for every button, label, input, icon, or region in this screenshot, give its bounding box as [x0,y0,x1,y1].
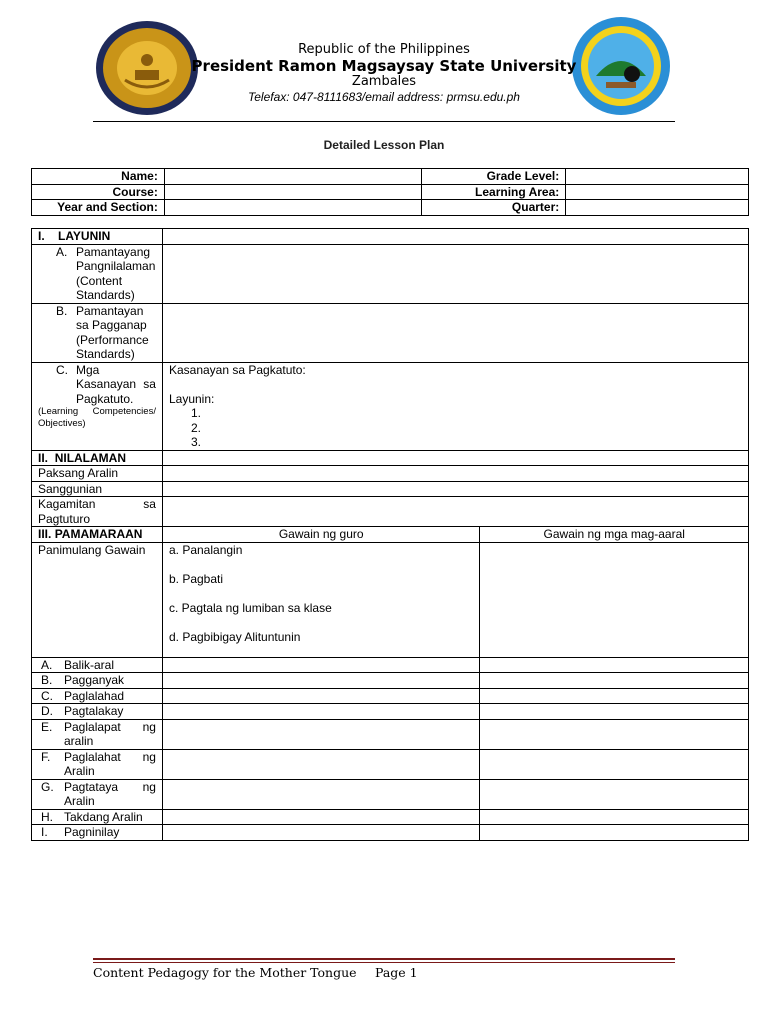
header-divider [93,121,675,122]
campus-name: Zambales [351,74,417,89]
table-row [32,825,749,841]
table-row [32,169,749,185]
step-label: C. Paglalahad [32,688,163,704]
table-row [32,809,749,825]
quarter-label: Quarter: [422,200,566,216]
performance-standards-cell[interactable] [162,303,748,362]
learning-area-field[interactable] [566,184,749,200]
paksang-aralin-cell[interactable] [162,466,748,482]
table-row [32,229,749,245]
step-guro-cell[interactable] [162,749,479,779]
table-row [32,450,749,466]
step-guro-cell[interactable] [162,673,479,689]
step-magaaral-cell[interactable] [480,749,749,779]
step-magaaral-cell[interactable] [480,704,749,720]
table-row [32,673,749,689]
step-magaaral-cell[interactable] [480,719,749,749]
step-label: D. Pagtalakay [32,704,163,720]
table-row [32,688,749,704]
table-row [32,497,749,527]
competencies-label: C. Mga Kasanayan sa Pagkatuto. (Learning Competencies/ Objectives) [32,362,163,450]
table-row [32,244,749,303]
footer-divider [93,958,675,960]
table-row [32,542,749,657]
step-magaaral-cell[interactable] [480,779,749,809]
table-row [32,657,749,673]
step-magaaral-cell[interactable] [480,809,749,825]
paksang-aralin-label: Paksang Aralin [32,466,163,482]
university-name: President Ramon Magsaysay State University [191,57,577,75]
table-row [32,719,749,749]
content-standards-cell[interactable] [162,244,748,303]
step-guro-cell[interactable] [162,719,479,749]
table-row [32,481,749,497]
gawain-guro-header: Gawain ng guro [162,527,479,543]
nilalaman-heading: II. NILALAMAN [32,450,163,466]
table-row [32,749,749,779]
step-label: G. Pagtataya ng Aralin [32,779,163,809]
panimulang-gawain-magaaral-cell[interactable] [480,542,749,657]
step-magaaral-cell[interactable] [480,657,749,673]
footer-course: Content Pedagogy for the Mother Tongue [93,965,357,980]
footer-page-number: Page 1 [375,965,418,980]
learning-area-label: Learning Area: [422,184,566,200]
step-label: B. Pagganyak [32,673,163,689]
course-label: Course: [32,184,165,200]
course-field[interactable] [164,184,422,200]
step-guro-cell[interactable] [162,809,479,825]
year-section-field[interactable] [164,200,422,216]
grade-level-label: Grade Level: [422,169,566,185]
document-title: Detailed Lesson Plan [323,138,445,152]
table-row [32,527,749,543]
lesson-plan-table [31,228,749,841]
name-label: Name: [32,169,165,185]
step-label: A. Balik-aral [32,657,163,673]
step-magaaral-cell[interactable] [480,688,749,704]
step-magaaral-cell[interactable] [480,673,749,689]
step-guro-cell[interactable] [162,704,479,720]
layunin-cell[interactable] [162,229,748,245]
table-row [32,779,749,809]
step-guro-cell[interactable] [162,779,479,809]
year-section-label: Year and Section: [32,200,165,216]
table-row [32,184,749,200]
performance-standards-label: B. Pamantayan sa Pagganap (Performance Standards) [32,303,163,362]
nilalaman-cell[interactable] [162,450,748,466]
republic-heading: Republic of the Philippines [298,42,470,57]
step-guro-cell[interactable] [162,825,479,841]
pamamaraan-heading: III. PAMAMARAAN [32,527,163,543]
table-row [32,704,749,720]
panimulang-gawain-label: Panimulang Gawain [32,542,163,657]
competencies-cell[interactable]: Kasanayan sa Pagkatuto: Layunin: 1. 2. 3. [162,362,748,450]
kagamitan-cell[interactable] [162,497,748,527]
info-table [31,168,749,216]
gawain-magaaral-header: Gawain ng mga mag-aaral [480,527,749,543]
step-label: F. Paglalahat ng Aralin [32,749,163,779]
layunin-heading: I. LAYUNIN [32,229,163,245]
table-row [32,303,749,362]
step-magaaral-cell[interactable] [480,825,749,841]
step-label: H. Takdang Aralin [32,809,163,825]
step-label: E. Paglalapat ng aralin [32,719,163,749]
contact-line: Telefax: 047-8111683/email address: prmsu.edu.ph [248,90,520,104]
table-row [32,200,749,216]
quarter-field[interactable] [566,200,749,216]
grade-level-field[interactable] [566,169,749,185]
step-label: I. Pagninilay [32,825,163,841]
kagamitan-label: Kagamitan sa Pagtuturo [32,497,163,527]
step-guro-cell[interactable] [162,657,479,673]
step-guro-cell[interactable] [162,688,479,704]
name-field[interactable] [164,169,422,185]
content-standards-label: A. Pamantayang Pangnilalaman (Content Standards) [32,244,163,303]
panimulang-gawain-guro-cell[interactable]: a. Panalangin b. Pagbati c. Pagtala ng lumiban sa klase d. Pagbibigay Alituntunin [162,542,479,657]
table-row [32,362,749,450]
sanggunian-cell[interactable] [162,481,748,497]
table-row [32,466,749,482]
sanggunian-label: Sanggunian [32,481,163,497]
footer-divider-thin [93,962,675,963]
